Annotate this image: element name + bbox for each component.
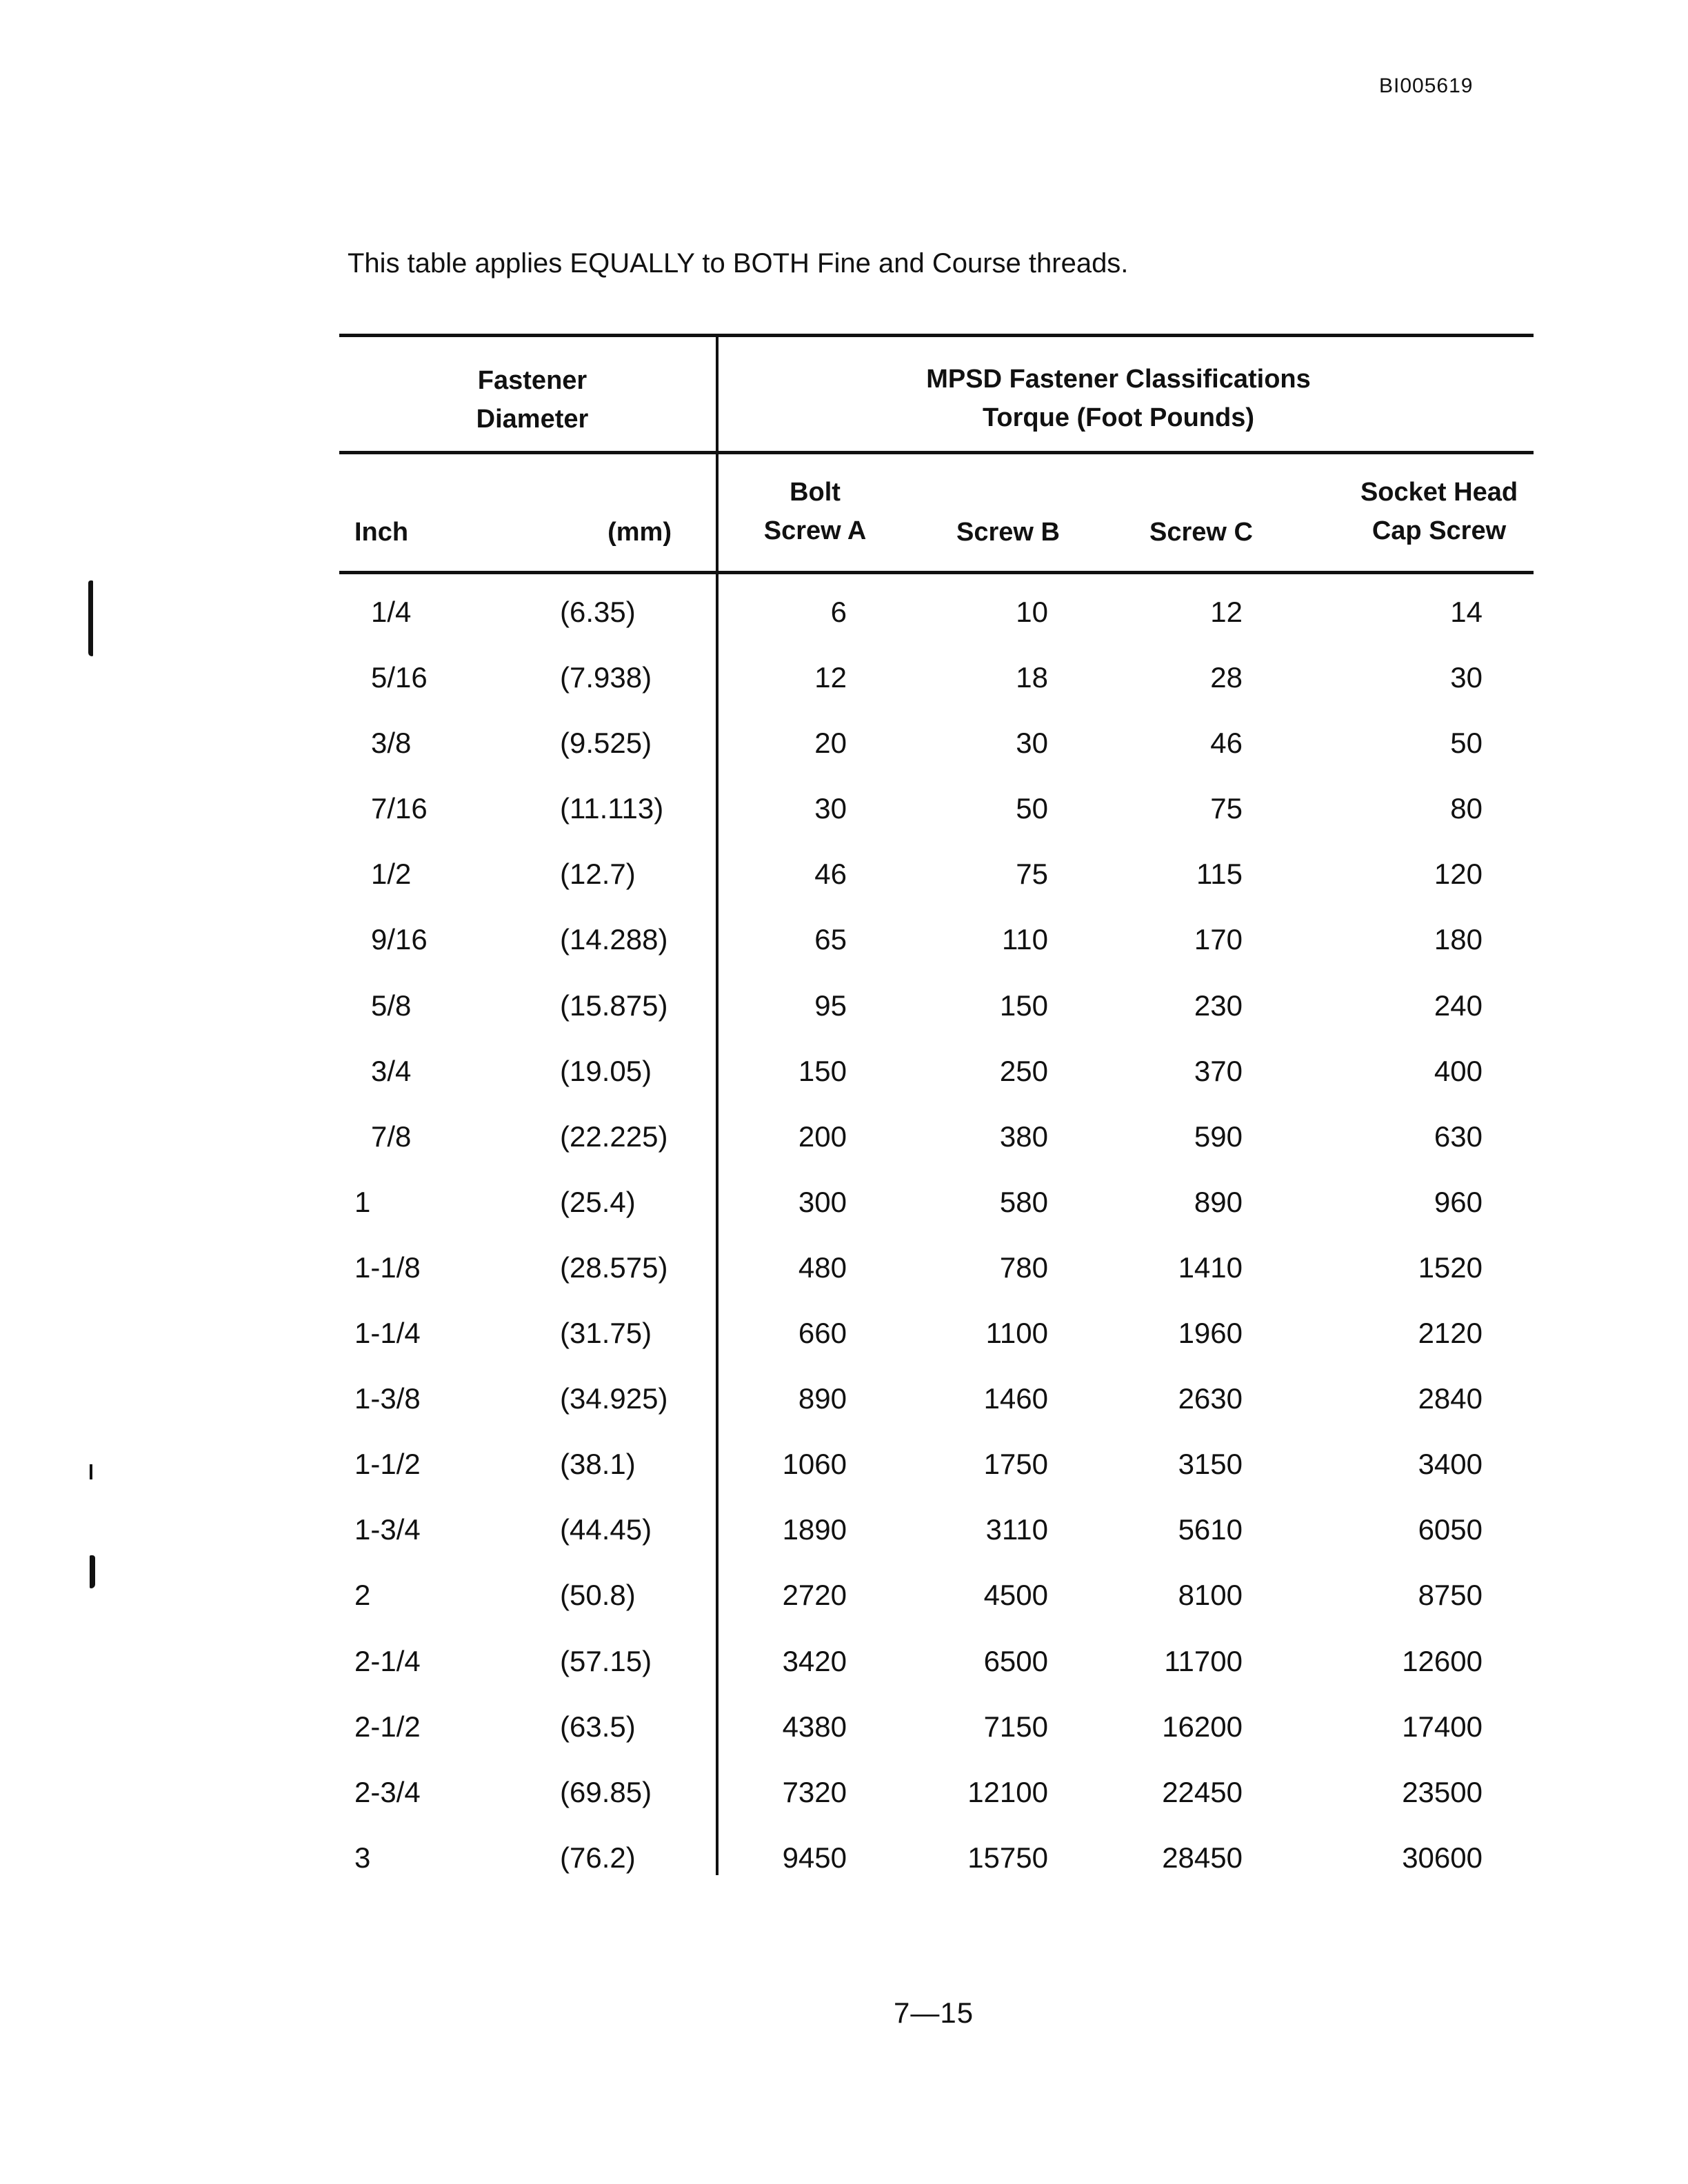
cell-screw-c: 370 bbox=[1194, 1054, 1243, 1087]
cell-inch: 1-3/8 bbox=[354, 1382, 421, 1415]
torque-table bbox=[339, 334, 1534, 1875]
cell-mm: (14.288) bbox=[560, 923, 668, 956]
cell-mm: (69.85) bbox=[560, 1775, 652, 1808]
scan-margin-mark bbox=[88, 580, 93, 656]
table-row bbox=[339, 1246, 1534, 1311]
table-row bbox=[339, 590, 1534, 656]
cell-screw-c: 22450 bbox=[1162, 1775, 1243, 1808]
table-row bbox=[339, 984, 1534, 1049]
cell-screw-a: 20 bbox=[814, 727, 847, 760]
cell-inch: 1/4 bbox=[371, 596, 412, 628]
cell-screw-c: 12 bbox=[1210, 596, 1243, 628]
cell-screw-c: 1410 bbox=[1178, 1251, 1243, 1284]
cell-screw-a: 1060 bbox=[782, 1448, 847, 1481]
cell-mm: (12.7) bbox=[560, 858, 636, 891]
cell-socket-head: 3400 bbox=[1418, 1448, 1483, 1481]
mpsd-header-line1: MPSD Fastener Classifications bbox=[926, 365, 1311, 394]
cell-mm: (34.925) bbox=[560, 1382, 668, 1415]
column-header-mm: (mm) bbox=[607, 518, 672, 547]
cell-socket-head: 240 bbox=[1434, 989, 1483, 1022]
cell-screw-a: 65 bbox=[814, 923, 847, 956]
column-header-screw-b: Screw B bbox=[956, 518, 1060, 547]
cell-mm: (7.938) bbox=[560, 661, 652, 694]
cell-screw-a: 660 bbox=[798, 1317, 847, 1350]
cell-screw-b: 10 bbox=[1016, 596, 1048, 628]
table-row bbox=[339, 1573, 1534, 1639]
cell-screw-a: 95 bbox=[814, 989, 847, 1022]
column-header-screw-a-line2: Screw A bbox=[763, 516, 867, 545]
cell-socket-head: 50 bbox=[1450, 727, 1483, 760]
cell-screw-a: 480 bbox=[798, 1251, 847, 1284]
table-row bbox=[339, 721, 1534, 787]
cell-screw-b: 12100 bbox=[967, 1775, 1048, 1808]
cell-screw-c: 16200 bbox=[1162, 1710, 1243, 1743]
table-row bbox=[339, 787, 1534, 852]
cell-inch: 1-3/4 bbox=[354, 1513, 421, 1546]
column-header-screw-c: Screw C bbox=[1149, 518, 1253, 547]
intro-text: This table applies EQUALLY to BOTH Fine and Course threads. bbox=[348, 248, 1129, 279]
cell-mm: (31.75) bbox=[560, 1317, 652, 1350]
cell-inch: 1 bbox=[354, 1185, 371, 1218]
cell-screw-b: 1100 bbox=[985, 1317, 1048, 1350]
cell-socket-head: 2840 bbox=[1418, 1382, 1483, 1415]
column-header-screw-a bbox=[739, 473, 891, 550]
cell-inch: 2-1/4 bbox=[354, 1644, 421, 1677]
cell-mm: (44.45) bbox=[560, 1513, 652, 1546]
cell-screw-a: 7320 bbox=[782, 1775, 847, 1808]
cell-mm: (25.4) bbox=[560, 1185, 636, 1218]
cell-mm: (15.875) bbox=[560, 989, 668, 1022]
table-row bbox=[339, 852, 1534, 918]
cell-inch: 2-3/4 bbox=[354, 1775, 421, 1808]
cell-socket-head: 1520 bbox=[1418, 1251, 1483, 1284]
table-row bbox=[339, 1705, 1534, 1770]
cell-screw-a: 150 bbox=[798, 1054, 847, 1087]
table-row bbox=[339, 1442, 1534, 1508]
scan-margin-mark bbox=[90, 1464, 92, 1479]
cell-screw-a: 4380 bbox=[782, 1710, 847, 1743]
cell-mm: (76.2) bbox=[560, 1841, 636, 1874]
cell-screw-b: 30 bbox=[1016, 727, 1048, 760]
cell-mm: (9.525) bbox=[560, 727, 652, 760]
cell-screw-c: 11700 bbox=[1164, 1644, 1243, 1677]
cell-screw-c: 590 bbox=[1194, 1120, 1243, 1153]
table-subheader-rule bbox=[339, 571, 1534, 574]
column-header-inch: Inch bbox=[354, 518, 409, 547]
cell-screw-a: 1890 bbox=[782, 1513, 847, 1546]
cell-screw-b: 75 bbox=[1016, 858, 1048, 891]
cell-mm: (22.225) bbox=[560, 1120, 668, 1153]
cell-inch: 7/16 bbox=[371, 792, 428, 825]
cell-screw-b: 15750 bbox=[967, 1841, 1048, 1874]
table-row bbox=[339, 918, 1534, 983]
table-row bbox=[339, 1836, 1534, 1901]
fastener-header-line2: Diameter bbox=[476, 405, 589, 434]
cell-screw-c: 115 bbox=[1196, 858, 1243, 891]
cell-screw-a: 200 bbox=[798, 1120, 847, 1153]
cell-screw-b: 1750 bbox=[983, 1448, 1048, 1481]
cell-mm: (6.35) bbox=[560, 596, 636, 628]
cell-screw-c: 170 bbox=[1194, 923, 1243, 956]
column-header-socket-head bbox=[1346, 473, 1532, 550]
cell-screw-b: 1460 bbox=[983, 1382, 1048, 1415]
cell-socket-head: 80 bbox=[1450, 792, 1483, 825]
cell-screw-a: 12 bbox=[814, 661, 847, 694]
cell-screw-a: 9450 bbox=[782, 1841, 847, 1874]
cell-inch: 1-1/2 bbox=[354, 1448, 421, 1481]
table-row bbox=[339, 1377, 1534, 1442]
cell-socket-head: 14 bbox=[1450, 596, 1483, 628]
cell-inch: 1-1/8 bbox=[354, 1251, 421, 1284]
cell-socket-head: 630 bbox=[1434, 1120, 1483, 1153]
cell-screw-c: 8100 bbox=[1178, 1579, 1243, 1612]
cell-screw-a: 46 bbox=[814, 858, 847, 891]
column-header-screw-a-line1: Bolt bbox=[790, 478, 841, 507]
cell-mm: (50.8) bbox=[560, 1579, 636, 1612]
cell-mm: (38.1) bbox=[560, 1448, 636, 1481]
cell-inch: 5/16 bbox=[371, 661, 428, 694]
cell-inch: 3 bbox=[354, 1841, 371, 1874]
cell-inch: 2-1/2 bbox=[354, 1710, 421, 1743]
cell-screw-c: 230 bbox=[1194, 989, 1243, 1022]
cell-inch: 5/8 bbox=[371, 989, 412, 1022]
cell-mm: (57.15) bbox=[560, 1644, 652, 1677]
cell-screw-a: 2720 bbox=[782, 1579, 847, 1612]
cell-inch: 3/8 bbox=[371, 727, 412, 760]
table-body bbox=[339, 590, 1534, 1901]
cell-screw-a: 300 bbox=[798, 1185, 847, 1218]
cell-screw-b: 3110 bbox=[985, 1513, 1048, 1546]
table-row bbox=[339, 1639, 1534, 1705]
cell-socket-head: 30 bbox=[1450, 661, 1483, 694]
cell-screw-b: 150 bbox=[999, 989, 1048, 1022]
cell-screw-b: 250 bbox=[999, 1054, 1048, 1087]
cell-screw-b: 50 bbox=[1016, 792, 1048, 825]
cell-socket-head: 2120 bbox=[1418, 1317, 1483, 1350]
fastener-diameter-header bbox=[408, 361, 656, 438]
column-header-socket-head-line2: Cap Screw bbox=[1372, 516, 1507, 545]
cell-mm: (63.5) bbox=[560, 1710, 636, 1743]
table-row bbox=[339, 1049, 1534, 1115]
table-header-rule bbox=[339, 451, 1534, 454]
cell-screw-c: 28450 bbox=[1162, 1841, 1243, 1874]
cell-screw-b: 7150 bbox=[983, 1710, 1048, 1743]
cell-screw-b: 580 bbox=[999, 1185, 1048, 1218]
table-row bbox=[339, 1115, 1534, 1180]
cell-inch: 2 bbox=[354, 1579, 371, 1612]
cell-socket-head: 17400 bbox=[1402, 1710, 1483, 1743]
cell-screw-c: 75 bbox=[1210, 792, 1243, 825]
cell-mm: (11.113) bbox=[560, 792, 664, 825]
table-row bbox=[339, 1508, 1534, 1573]
cell-screw-c: 2630 bbox=[1178, 1382, 1243, 1415]
cell-socket-head: 6050 bbox=[1418, 1513, 1483, 1546]
cell-socket-head: 23500 bbox=[1402, 1775, 1483, 1808]
cell-screw-a: 30 bbox=[814, 792, 847, 825]
page-number: 7—15 bbox=[894, 1996, 974, 2029]
cell-screw-a: 3420 bbox=[782, 1644, 847, 1677]
table-row bbox=[339, 1311, 1534, 1377]
column-header-socket-head-line1: Socket Head bbox=[1360, 478, 1518, 507]
table-row bbox=[339, 1180, 1534, 1246]
cell-socket-head: 8750 bbox=[1418, 1579, 1483, 1612]
cell-socket-head: 960 bbox=[1434, 1185, 1483, 1218]
document-id: BI005619 bbox=[1379, 74, 1474, 97]
cell-inch: 7/8 bbox=[371, 1120, 412, 1153]
cell-screw-b: 6500 bbox=[983, 1644, 1048, 1677]
cell-socket-head: 180 bbox=[1434, 923, 1483, 956]
cell-inch: 1-1/4 bbox=[354, 1317, 421, 1350]
cell-screw-c: 890 bbox=[1194, 1185, 1243, 1218]
cell-mm: (28.575) bbox=[560, 1251, 668, 1284]
cell-screw-c: 1960 bbox=[1178, 1317, 1243, 1350]
cell-screw-b: 780 bbox=[999, 1251, 1048, 1284]
table-row bbox=[339, 656, 1534, 721]
cell-screw-c: 3150 bbox=[1178, 1448, 1243, 1481]
cell-screw-b: 4500 bbox=[983, 1579, 1048, 1612]
cell-screw-a: 6 bbox=[830, 596, 847, 628]
table-row bbox=[339, 1770, 1534, 1836]
cell-screw-c: 46 bbox=[1210, 727, 1243, 760]
cell-inch: 1/2 bbox=[371, 858, 412, 891]
mpsd-header-line2: Torque (Foot Pounds) bbox=[983, 403, 1254, 432]
table-top-rule bbox=[339, 334, 1534, 337]
cell-screw-a: 890 bbox=[798, 1382, 847, 1415]
fastener-header-line1: Fastener bbox=[477, 366, 587, 395]
cell-mm: (19.05) bbox=[560, 1054, 652, 1087]
cell-screw-b: 110 bbox=[1002, 923, 1048, 956]
cell-screw-c: 28 bbox=[1210, 661, 1243, 694]
scan-margin-mark bbox=[90, 1555, 95, 1588]
cell-inch: 9/16 bbox=[371, 923, 428, 956]
cell-inch: 3/4 bbox=[371, 1054, 412, 1087]
cell-screw-b: 380 bbox=[999, 1120, 1048, 1153]
cell-screw-b: 18 bbox=[1016, 661, 1048, 694]
mpsd-classifications-header bbox=[725, 360, 1511, 437]
cell-socket-head: 30600 bbox=[1402, 1841, 1483, 1874]
cell-socket-head: 400 bbox=[1434, 1054, 1483, 1087]
cell-socket-head: 120 bbox=[1434, 858, 1483, 891]
cell-socket-head: 12600 bbox=[1402, 1644, 1483, 1677]
cell-screw-c: 5610 bbox=[1178, 1513, 1243, 1546]
